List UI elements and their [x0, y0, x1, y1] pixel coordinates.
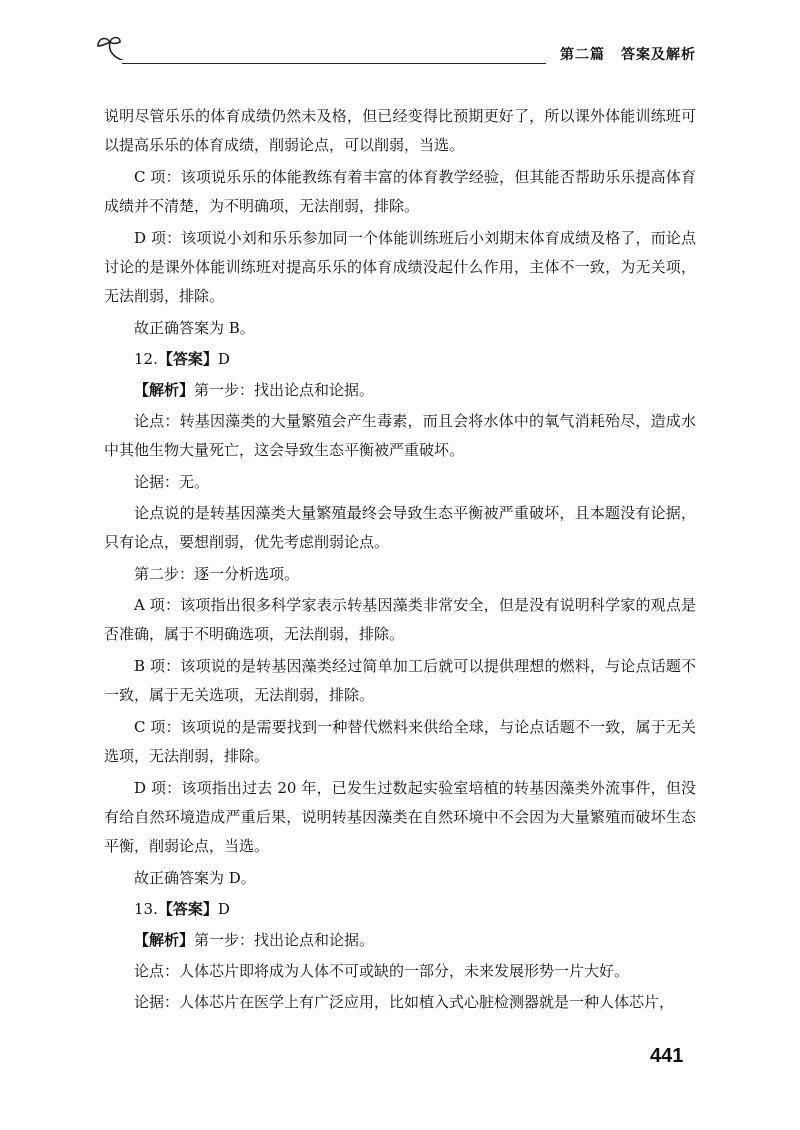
q12-option-b: B 项：该项说的是转基因藻类经过简单加工后就可以提供理想的燃料，与论点话题不一致，属于无关选项，无法削弱，排除。 [104, 657, 696, 704]
paragraph-option-d: D 项：该项说小刘和乐乐参加同一个体能训练班后小刘期末体育成绩及格了，而论点讨论的是课外体能训练班对提高乐乐的体育成绩没起什么作用，主体不一致，为无关项，无法削弱，排除。 [104, 229, 696, 305]
q13-answer-line [104, 895, 696, 924]
paragraph-conclusion: 故正确答案为 B。 [134, 319, 255, 337]
q12-step2: 第二步：逐一分析选项。 [134, 565, 300, 583]
q12-conclusion: 故正确答案为 D。 [134, 869, 256, 887]
q12-number: 12. [134, 350, 158, 368]
q12-option-a: A 项：该项指出很多科学家表示转基因藻类非常安全，但是没有说明科学家的观点是否准确，属于不明确选项，无法削弱，排除。 [104, 596, 696, 643]
q12-note: 论点说的是转基因藻类大量繁殖最终会导致生态平衡被严重破坏，且本题没有论据，只有论点，要想削弱，优先考虑削弱论点。 [104, 504, 696, 551]
section-title [560, 44, 696, 64]
title-label: 答案及解析 [621, 47, 696, 63]
page-number: 441 [650, 1045, 684, 1067]
header-rule [122, 63, 546, 64]
q13-number: 13. [134, 900, 158, 918]
q12-analysis-line [104, 376, 696, 405]
sprout-icon [94, 32, 134, 60]
running-header [94, 30, 696, 70]
q13-argument: 论点：人体芯片即将成为人体不可或缺的一部分，未来发展形势一片大好。 [134, 962, 630, 980]
q13-step1: 第一步：找出论点和论据。 [194, 931, 375, 949]
q13-evidence: 论据：人体芯片在医学上有广泛应用，比如植入式心脏检测器就是一种人体芯片， [134, 993, 675, 1011]
q12-evidence: 论据：无。 [134, 473, 210, 491]
q12-option-c: C 项：该项说的是需要找到一种替代燃料来供给全球，与论点话题不一致，属于无关选项，无法削弱，排除。 [104, 718, 696, 765]
q13-analysis-tag: 【解析】 [134, 931, 195, 949]
q13-answer-tag: 【答案】 [157, 900, 218, 918]
q12-answer-tag: 【答案】 [157, 350, 218, 368]
q12-analysis-tag: 【解析】 [134, 381, 195, 399]
page-body [104, 102, 696, 1019]
q12-option-d: D 项：该项指出过去 20 年，已发生过数起实验室培植的转基因藻类外流事件，但没有给自然环境造成严重后果，说明转基因藻类在自然环境中不会因为大量繁殖而破坏生态平衡，削弱论点，当选。 [104, 779, 696, 855]
q12-answer: D [217, 350, 230, 368]
q12-answer-line [104, 345, 696, 374]
paragraph-option-c: C 项：该项说乐乐的体能教练有着丰富的体育教学经验，但其能否帮助乐乐提高体育成绩并不清楚，为不明确项，无法削弱，排除。 [104, 168, 696, 215]
q12-step1: 第一步：找出论点和论据。 [194, 381, 375, 399]
q12-argument: 论点：转基因藻类的大量繁殖会产生毒素，而且会将水体中的氧气消耗殆尽，造成水中其他生物大量死亡，这会导致生态平衡被严重破坏。 [104, 412, 696, 459]
paragraph-continuation: 说明尽管乐乐的体育成绩仍然未及格，但已经变得比预期更好了，所以课外体能训练班可以提高乐乐的体育成绩，削弱论点，可以削弱，当选。 [104, 107, 696, 154]
q13-answer: D [217, 900, 230, 918]
part-label: 第二篇 [560, 47, 605, 63]
q13-analysis-line [104, 926, 696, 955]
